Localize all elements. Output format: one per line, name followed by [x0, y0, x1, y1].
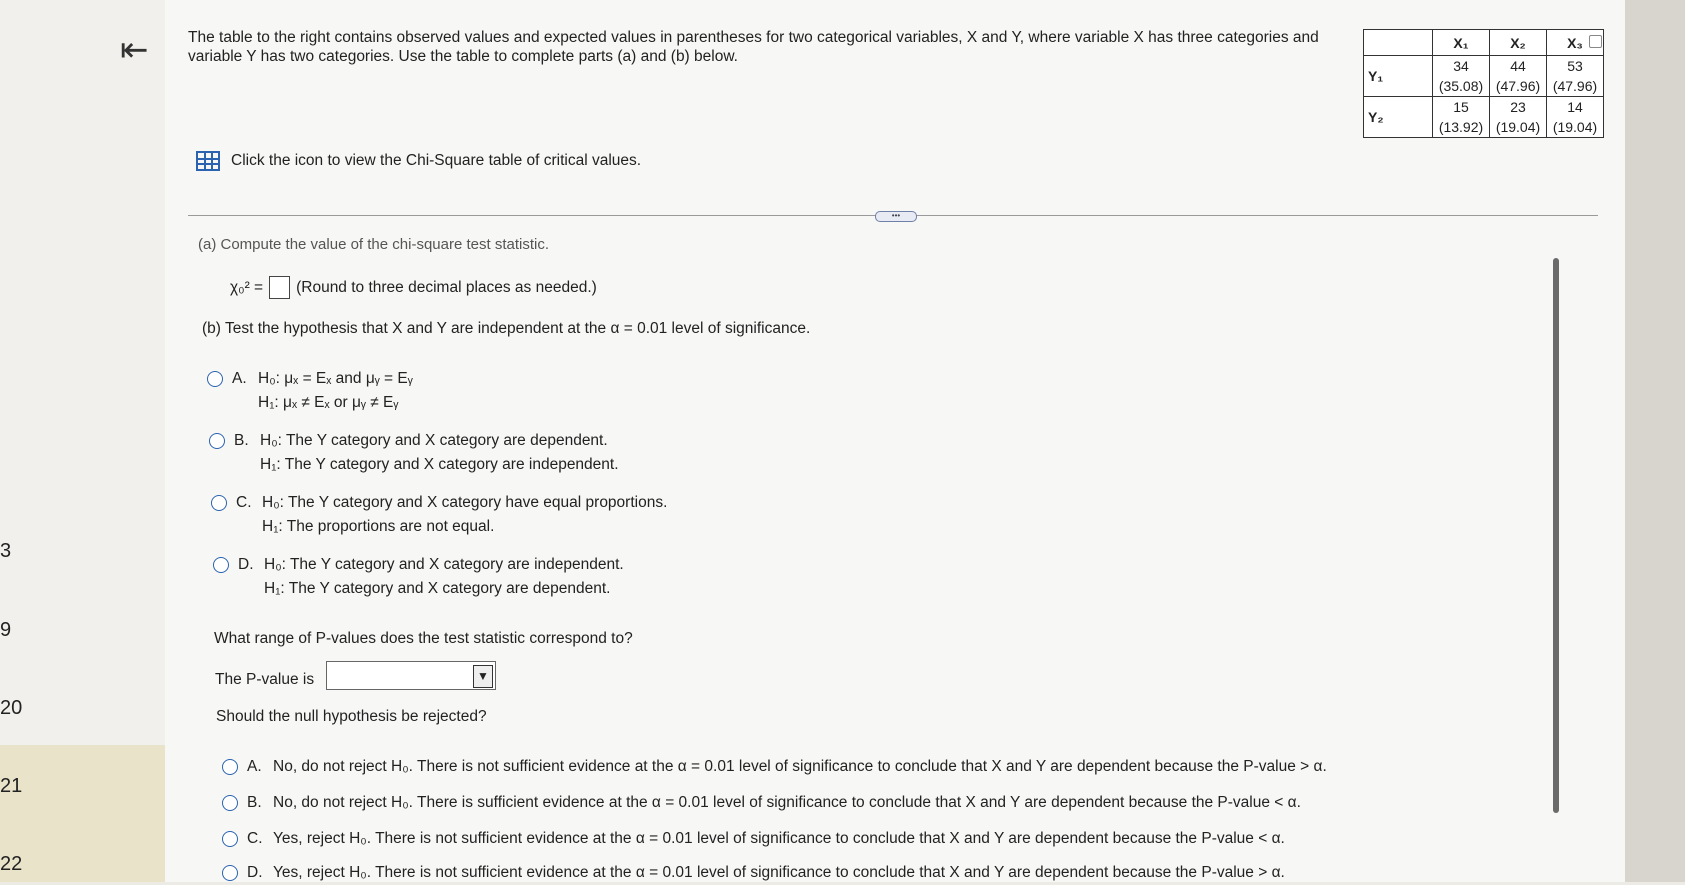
observed-value: 44: [1510, 58, 1526, 74]
expected-value: (19.04): [1495, 119, 1541, 135]
first-page-icon[interactable]: ⇤: [120, 31, 149, 69]
h0-text: H₀: The Y category and X category are independent.: [264, 556, 624, 573]
reject-option-b[interactable]: B. No, do not reject H₀. There is sufficient evidence at the α = 0.01 level of significance to conclude that X and Y are dependent because the P-value < α.: [222, 791, 1301, 815]
column-header: X₂: [1490, 30, 1547, 56]
chevron-down-icon[interactable]: ▼: [473, 665, 493, 688]
hypothesis-option-c[interactable]: C. H₀: The Y category and X category have equal proportions. H₁: The proportions are not equal.: [211, 491, 667, 539]
expected-value: (47.96): [1495, 78, 1541, 94]
hypothesis-option-a[interactable]: A. H₀: μₓ = Eₓ and μᵧ = Eᵧ H₁: μₓ ≠ Eₓ or μᵧ ≠ Eᵧ: [207, 367, 413, 415]
table-row: [1364, 97, 1604, 138]
part-a-prompt: (a) Compute the value of the chi-square test statistic.: [198, 236, 549, 253]
pvalue-dropdown[interactable]: [326, 661, 496, 690]
reject-option-a[interactable]: A. No, do not reject H₀. There is not sufficient evidence at the α = 0.01 level of significance to conclude that X and Y are dependent because the P-value > α.: [222, 755, 1327, 779]
pvalue-label: The P-value is: [215, 671, 315, 688]
hypothesis-option-b[interactable]: B. H₀: The Y category and X category are dependent. H₁: The Y category and X category are independent.: [209, 429, 619, 477]
option-text: No, do not reject H₀. There is sufficient evidence at the α = 0.01 level of significance to conclude that X and Y are dependent because the P-value < α.: [273, 794, 1301, 811]
window-edge: [1625, 0, 1685, 882]
column-header: X₃: [1547, 30, 1604, 56]
pvalue-question: What range of P-values does the test statistic correspond to?: [214, 630, 633, 647]
gutter-highlight: [0, 745, 165, 882]
observed-value: 14: [1567, 99, 1583, 115]
contingency-table: [1363, 29, 1604, 138]
column-header: X₁: [1433, 30, 1490, 56]
reject-option-d[interactable]: D. Yes, reject H₀. There is not sufficient evidence at the α = 0.01 level of significance to conclude that X and Y are dependent because the P-value > α.: [222, 861, 1285, 885]
chi-square-answer-row: [230, 276, 597, 299]
table-grid-icon[interactable]: [196, 151, 220, 171]
observed-value: 23: [1510, 99, 1526, 115]
radio-button[interactable]: [222, 831, 238, 847]
observed-value: 15: [1453, 99, 1469, 115]
expected-value: (19.04): [1552, 119, 1598, 135]
expected-value: (35.08): [1438, 78, 1484, 94]
line-number: 21: [0, 775, 23, 797]
row-label: Y₁: [1364, 56, 1433, 97]
radio-button[interactable]: [222, 865, 238, 881]
h1-text: H₁: The Y category and X category are dependent.: [264, 580, 611, 597]
copy-icon[interactable]: [1589, 35, 1602, 48]
line-number: 20: [0, 697, 23, 719]
expected-value: (47.96): [1552, 78, 1598, 94]
h1-text: H₁: μₓ ≠ Eₓ or μᵧ ≠ Eᵧ: [258, 394, 399, 411]
radio-button[interactable]: [222, 795, 238, 811]
line-number: 3: [0, 540, 12, 562]
h1-text: H₁: The proportions are not equal.: [262, 518, 495, 535]
radio-button[interactable]: [222, 759, 238, 775]
part-b-prompt: (b) Test the hypothesis that X and Y are independent at the α = 0.01 level of significance.: [202, 320, 811, 337]
option-text: Yes, reject H₀. There is not sufficient evidence at the α = 0.01 level of significance to conclude that X and Y are dependent because the P-value > α.: [273, 864, 1285, 881]
chi-square-input[interactable]: [269, 276, 290, 299]
radio-button[interactable]: [211, 495, 227, 511]
rounding-hint: (Round to three decimal places as needed.): [296, 278, 597, 296]
observed-value: 34: [1453, 58, 1469, 74]
question-intro: The table to the right contains observed values and expected values in parentheses for two categorical variables, X and Y, where variable X has three categories and variable Y has two categories. Use the table to complete parts (a) and (b) below.: [188, 29, 1319, 65]
row-label: Y₂: [1364, 97, 1433, 138]
h0-text: H₀: The Y category and X category are dependent.: [260, 432, 608, 449]
line-number: 22: [0, 853, 23, 875]
chi-table-link[interactable]: Click the icon to view the Chi-Square table of critical values.: [231, 152, 642, 169]
option-text: Yes, reject H₀. There is not sufficient evidence at the α = 0.01 level of significance to conclude that X and Y are dependent because the P-value < α.: [273, 830, 1285, 847]
line-number: 9: [0, 619, 12, 641]
scrollbar[interactable]: [1553, 258, 1559, 813]
radio-button[interactable]: [207, 371, 223, 387]
h0-text: H₀: The Y category and X category have equal proportions.: [262, 494, 668, 511]
radio-button[interactable]: [209, 433, 225, 449]
expand-handle-icon[interactable]: •••: [875, 211, 917, 222]
expected-value: (13.92): [1438, 119, 1484, 135]
h0-text: H₀: μₓ = Eₓ and μᵧ = Eᵧ: [258, 370, 413, 387]
option-text: No, do not reject H₀. There is not sufficient evidence at the α = 0.01 level of significance to conclude that X and Y are dependent because the P-value > α.: [273, 758, 1327, 775]
observed-value: 53: [1567, 58, 1583, 74]
h1-text: H₁: The Y category and X category are independent.: [260, 456, 619, 473]
radio-button[interactable]: [213, 557, 229, 573]
hypothesis-option-d[interactable]: D. H₀: The Y category and X category are independent. H₁: The Y category and X category are dependent.: [213, 553, 624, 601]
reject-option-c[interactable]: C. Yes, reject H₀. There is not sufficient evidence at the α = 0.01 level of significance to conclude that X and Y are dependent because the P-value < α.: [222, 827, 1285, 851]
table-row: [1364, 56, 1604, 97]
chi-square-symbol: χ₀² =: [230, 278, 264, 296]
reject-question: Should the null hypothesis be rejected?: [216, 708, 487, 725]
table-corner: [1364, 30, 1433, 56]
